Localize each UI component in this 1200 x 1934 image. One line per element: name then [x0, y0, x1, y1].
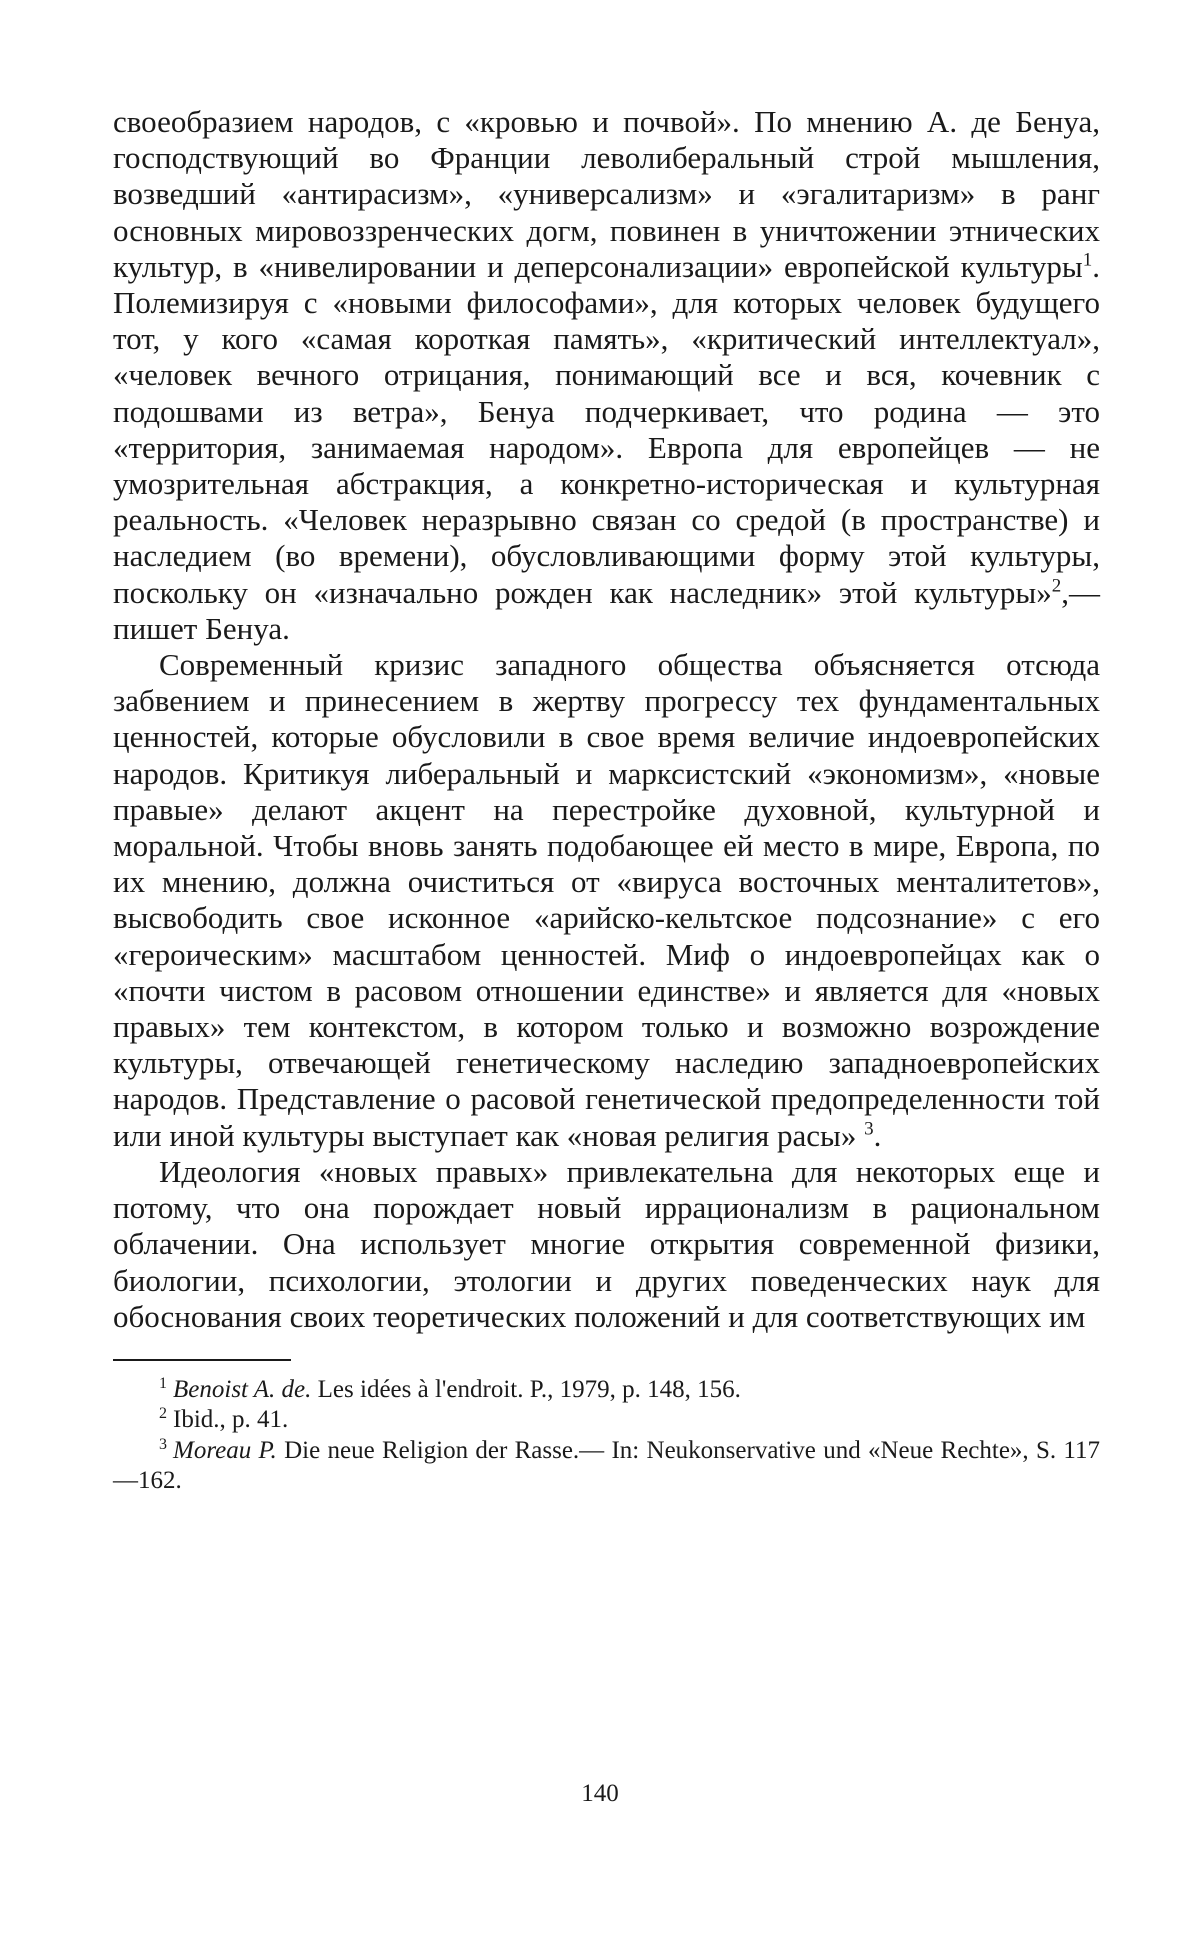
footnote-ref: 2: [1051, 575, 1062, 597]
footnote: [113, 1436, 1100, 1497]
footnote-text: Les idées à l'endroit. P., 1979, p. 148, 156.: [311, 1375, 741, 1403]
footnote-text: Die neue Religion der Rasse.— In: Neukonservative und «Neue Rechte», S. 117—162.: [113, 1436, 1100, 1495]
paragraph-text: Идеология «новых правых» привлекательна для некоторых еще и потому, что она порождает новый иррационализм в рациональном облачении. Она использует многие открытия современной физики, биологии, психологии, этологии и других поведенческих наук для обоснования своих теоретических положений и для соответствующих им: [113, 1153, 1100, 1334]
body-paragraph: [113, 104, 1100, 647]
paragraph-text: Современный кризис западного общества объясняется отсюда забвением и принесением в жертву прогрессу тех фундаментальных ценностей, которые обусловили в свое время величие индоевропейских народов. Критикуя либеральный и марксистский «экономизм», «новые правые» делают акцент на перестройке духовной, культурной и моральной. Чтобы вновь занять подобающее ей место в мире, Европа, по их мнению, должна очиститься от «вируса восточных менталитетов», высвободить свое исконное «арийско-кельтское подсознание» с его «героическим» масштабом ценностей. Миф о индоевропейцах как о «почти чистом в расовом отношении единстве» и является для «новых правых» тем контекстом, в котором только и возможно возрождение культуры, отвечающей генетическому наследию западноевропейских народов. Представление о расовой генетической предопределенности той или иной культуры выступает как «новая религия расы»: [113, 647, 1100, 1153]
footnote-author: Moreau P.: [173, 1436, 277, 1464]
footnote-divider: [113, 1359, 291, 1361]
page-number: 140: [581, 1780, 619, 1807]
footnote-text: Ibid., p. 41.: [173, 1406, 289, 1434]
footnote: [113, 1405, 1100, 1436]
footnote-number: 2: [159, 1405, 167, 1423]
paragraph-text: ,— пишет Бенуа.: [113, 574, 1100, 646]
book-page: [113, 104, 1100, 1497]
body-paragraph: [113, 647, 1100, 1154]
paragraph-text: своеобразием народов, с «кровью и почвой». По мнению А. де Бенуа, господствующий во Франции леволиберальный строй мышления, возведший «антирасизм», «универсализм» и «эгалитаризм» в ранг основных мировоззренческих догм, повинен в уничтожении этнических культур, в «нивелировании и деперсонализации» европейской культуры: [113, 104, 1100, 284]
footnote-ref: 1: [1082, 249, 1093, 271]
paragraph-text: .: [873, 1117, 882, 1153]
footnote-author: Benoist A. de.: [173, 1375, 312, 1403]
footnote: [113, 1375, 1100, 1406]
footnote-number: 3: [159, 1435, 167, 1453]
footnote-number: 1: [159, 1374, 167, 1392]
paragraph-text: . Полемизируя с «новыми философами», для которых человек будущего тот, у кого «самая короткая память», «критический интеллектуал», «человек вечного отрицания, понимающий все и вся, кочевник с подошвами из ветра», Бенуа подчеркивает, что родина — это «территория, занимаемая народом». Европа для европейцев — не умозрительная абстракция, а конкретно-историческая и культурная реальность. «Человек неразрывно связан со средой (в пространстве) и наследием (во времени), обусловливающими форму этой культуры, поскольку он «изначально рожден как наследник» этой культуры»: [113, 248, 1100, 610]
body-paragraph: [113, 1154, 1100, 1335]
footnote-ref: 3: [864, 1118, 874, 1140]
